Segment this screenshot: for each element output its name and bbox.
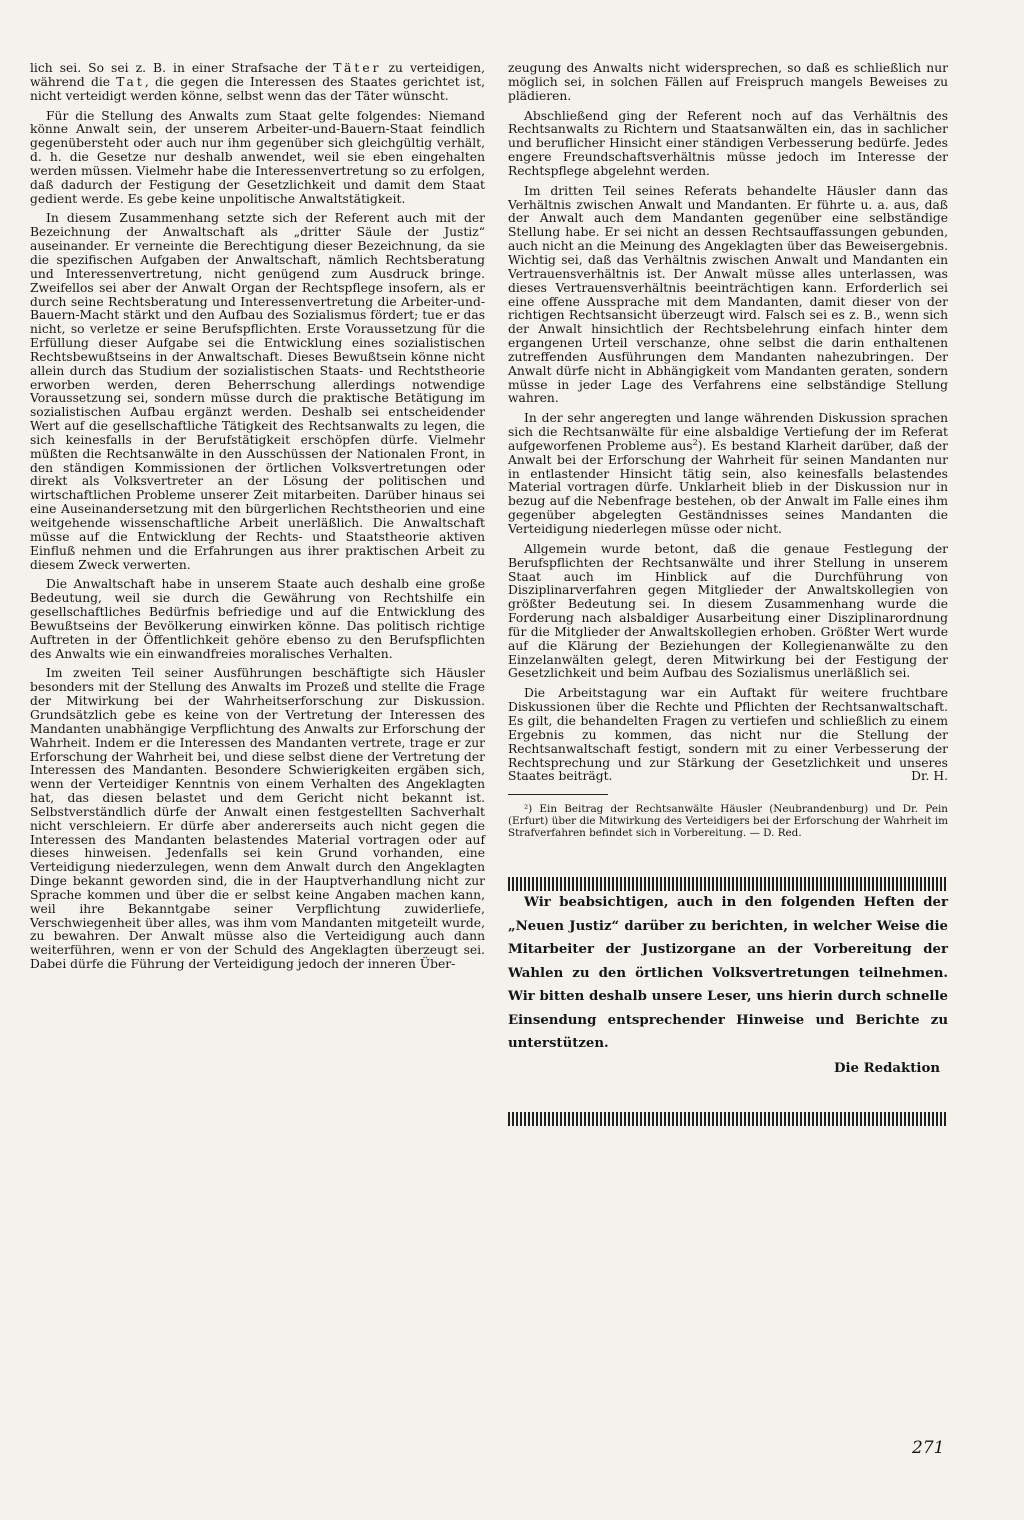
left-column bbox=[30, 62, 485, 978]
paragraph: In der sehr angeregten und lange währenden Diskussion sprachen sich die Rechtsanwälte für eine alsbaldige Vertiefung der im Referat aufgeworfenen Probleme aus$^2$). Es bestand Klarheit darüber, daß der Anwalt bei der Erforschung der Wahrheit für seinen Mandanten nur in entlastender Hinsicht tätig sein, also keinesfalls belastendes Material vortragen dürfe. Unklarheit blieb in der Diskussion nur in bezug auf die Nebenfrage bestehen, ob der Anwalt im Falle eines ihm gegenüber abgelegten Geständnisses seines Mandanten die Verteidigung niederlegen müsse oder nicht. bbox=[508, 411, 948, 536]
paragraph: In diesem Zusammenhang setzte sich der Referent auch mit der Bezeichnung der Anwaltschaft als „dritter Säule der Justiz“ auseinander. Er verneinte die Berechtigung dieser Bezeichnung, da sie die spezifischen Aufgaben der Anwaltschaft, nämlich Rechtsberatung und Interessenvertretung, nicht genügend zum Ausdruck bringe. Zweifellos sei aber der Anwalt Organ der Rechtspflege insofern, als er durch seine Rechtsberatung und Interessenvertretung die Arbeiter-und-Bauern-Macht stärkt und den Aufbau des Sozialismus fördert; tue er das nicht, so verletze er seine Berufspflichten. Erste Voraussetzung für die Erfüllung dieser Aufgabe sei die Entwicklung eines sozialistischen Rechtsbewußtseins in der Anwaltschaft. Dieses Bewußtsein könne nicht allein durch das Studium der sozialistischen Staats- und Rechtstheorie erworben werden, deren Beherrschung allerdings notwendige Voraussetzung sei, sondern müsse durch die praktische Betätigung im sozialistischen Aufbau ergänzt werden. Deshalb sei entscheidender Wert auf die gesellschaftliche Tätigkeit des Rechtsanwalts zu legen, die sich keinesfalls in der Berufstätigkeit erschöpfen dürfe. Vielmehr müßten die Rechtsanwälte in den Ausschüssen der Nationalen Front, in den ständigen Kommissionen der örtlichen Volksvertretungen oder direkt als Volksvertreter an der Lösung der politischen und wirtschaftlichen Probleme unserer Zeit mitarbeiten. Darüber hinaus sei eine Auseinandersetzung mit den bürgerlichen Rechtstheorien und eine weitgehende wissenschaftliche Arbeit unerläßlich. Die Anwaltschaft müsse auf die Entwicklung der Rechts- und Staatstheorie aktiven Einfluß nehmen und die Erfahrungen aus ihrer praktischen Arbeit zu diesem Zweck verwerten. bbox=[30, 211, 485, 572]
editorial-signoff: Die Redaktion bbox=[833, 1060, 940, 1076]
paragraph: Im dritten Teil seines Referats behandelte Häusler dann das Verhältnis zwischen Anwalt und Mandanten. Er führte u. a. aus, daß der Anwalt auch dem Mandanten gegenüber eine selbständige Stellung habe. Er sei nicht an dessen Rechtsauffassungen gebunden, auch nicht an die Meinung des Angeklagten über das Beweisergebnis. Wichtig sei, daß das Verhältnis zwischen Anwalt und Mandanten ein Vertrauensverhältnis ist. Der Anwalt müsse alles unterlassen, was dieses Vertrauensverhältnis beeinträchtigen kann. Erforderlich sei eine offene Aussprache mit dem Mandanten, damit dieser von der richtigen Rechtsansicht überzeugt wird. Falsch sei es z. B., wenn sich der Anwalt hinsichtlich der Rechtsbelehrung einfach hinter dem ergangenen Urteil verschanze, ohne selbst die darin enthaltenen zutreffenden Ausführungen dem Mandanten nahezubringen. Der Anwalt dürfe nicht in Abhängigkeit vom Mandanten geraten, sondern müsse in jeder Lage des Verfahrens eine selbständige Stellung wahren. bbox=[508, 183, 948, 406]
paragraph: Im zweiten Teil seiner Ausführungen beschäftigte sich Häusler besonders mit der Stellung des Anwalts im Prozeß und stellte die Frage der Mitwirkung bei der Wahrheitserforschung zur Diskussion. Grundsätzlich gebe es keine von der Vertretung der Interessen des Mandanten unabhängige Verpflichtung des Anwalts zur Erforschung der Wahrheit. Indem er die Interessen des Mandanten vertrete, trage er zur Erforschung der Wahrheit bei, und diese selbst diene der Vertretung der Interessen des Mandanten. Besondere Schwierigkeiten ergäben sich, wenn der Verteidiger Kenntnis von einem Verhalten des Angeklagten hat, das diesen belastet und dem Gericht nicht bekannt ist. Selbstverständlich dürfe der Anwalt einen festgestellten Sachverhalt nicht verschleiern. Er dürfe aber andererseits auch nicht gegen die Interessen des Mandanten belastendes Material vortragen oder auf dieses hinweisen. Jedenfalls sei kein Grund vorhanden, eine Verteidigung niederzulegen, wenn dem Anwalt durch den Angeklagten Dinge bekannt geworden sind, die in der Hauptverhandlung nicht zur Sprache kommen und über die er selbst keine Angaben machen kann, weil ihre Bekanntgabe seiner Verpflichtung zuwiderliefe, Verschwiegenheit über alles, was ihm vom Mandanten mitgeteilt wurde, zu bewahren. Der Anwalt müsse also die Verteidigung auch dann weiterführen, wenn er von der Schuld des Angeklagten überzeugt sei. Dabei dürfe die Führung der Verteidigung jedoch der inneren Über- bbox=[30, 666, 485, 972]
right-column bbox=[508, 62, 948, 1126]
paragraph: Allgemein wurde betont, daß die genaue Festlegung der Berufspflichten der Rechtsanwälte und ihrer Stellung in unserem Staat auch im Hinblick auf die Durchführung von Disziplinarverfahren gegen Mitglieder der Anwaltskollegien von größter Bedeutung sei. In diesem Zusammenhang wurde die Forderung nach alsbaldiger Ausarbeitung einer Disziplinarordnung für die Mitglieder der Anwaltskollegien erhoben. Größter Wert wurde auf die Klärung der Beziehungen der Kollegienanwälte zu den Einzelanwälten gelegt, deren Mitwirkung bei der Festigung der Gesetzlichkeit und beim Aufbau des Sozialismus unerläßlich sei. bbox=[508, 541, 948, 681]
paragraph: Die Anwaltschaft habe in unserem Staate auch deshalb eine große Bedeutung, weil sie durch die Gewährung von Rechtshilfe ein gesellschaftliches Bedürfnis befriedige und auf die Entwicklung des Bewußtseins der Bevölkerung einwirken könne. Das politisch richtige Auftreten in der Öffentlichkeit gehöre ebenso zu den Berufspflichten des Anwalts wie ein einwandfreies moralisches Verhalten. bbox=[30, 577, 485, 661]
editorial-notice: Wir beabsichtigen, auch in den folgenden Heften der „Neuen Justiz“ darüber zu berichten, in welcher Weise die Mitarbeiter der Justizorgane an der Vorbereitung der Wahlen zu den örtlichen Volksvertretungen teilnehmen. Wir bitten deshalb unsere Leser, uns hierin durch schnelle Einsendung entsprechender Hinweise und Berichte zu unterstützen. bbox=[508, 895, 948, 1052]
footnote-divider bbox=[508, 794, 608, 795]
page-number: 271 bbox=[912, 1438, 945, 1458]
decorative-stripe bbox=[508, 877, 948, 891]
paragraph: Abschließend ging der Referent noch auf das Verhältnis des Rechtsanwalts zu Richtern und Staatsanwälten ein, das in sachlicher und beruflicher Hinsicht einer ständigen Verbesserung bedürfe. Jedes engere Freundschaftsverhältnis müsse jedoch im Interesse der Rechtspflege abgelehnt werden. bbox=[508, 108, 948, 178]
paragraph: Die Arbeitstagung war ein Auftakt für weitere fruchtbare Diskussionen über die Rechte und Pflichten der Rechtsanwaltschaft. Es gilt, die behandelten Fragen zu vertiefen und schließlich zu einem Ergebnis zu kommen, das nicht nur die Stellung der Rechtsanwaltschaft festigt, sondern mit zu einer Verbesserung der Rechtsprechung und zur Stärkung der Gesetzlichkeit und unseres Staates beiträgt. Dr. H. bbox=[508, 686, 948, 784]
paragraph: zeugung des Anwalts nicht widersprechen, so daß es schließlich nur möglich sei, in solchen Fällen auf Freispruch mangels Beweises zu plädieren. bbox=[508, 61, 948, 103]
paragraph: Für die Stellung des Anwalts zum Staat gelte folgendes: Niemand könne Anwalt sein, der unserem Arbeiter-und-Bauern-Staat feindlich gegenübersteht oder auch nur ihm gegenüber sich gleichgültig verhält, d. h. die Gesetze nur deshalb anwendet, weil sie eben eingehalten werden müssen. Vielmehr habe die Interessenvertretung so zu erfolgen, daß dadurch der Festigung der Gesetzlichkeit und damit dem Staat gedient werde. Es gebe keine unpolitische Anwaltstätigkeit. bbox=[30, 108, 485, 206]
paragraph: lich sei. So sei z. B. in einer Strafsache der Täter zu verteidigen, während die Tat, die gegen die Interessen des Staates gerichtet ist, nicht verteidigt werden könne, selbst wenn das der Täter wünscht. bbox=[30, 61, 485, 103]
footnote-ref: 2 bbox=[692, 437, 698, 447]
author-sign: Dr. H. bbox=[911, 769, 948, 784]
footnote: ²) Ein Beitrag der Rechtsanwälte Häusler (Neubrandenburg) und Dr. Pein (Erfurt) über die Mitwirkung des Verteidigers bei der Erforschung der Wahrheit im Strafverfahren befindet sich in Vorbereitung. — D. Red. bbox=[508, 803, 948, 840]
decorative-stripe bbox=[508, 1112, 948, 1126]
